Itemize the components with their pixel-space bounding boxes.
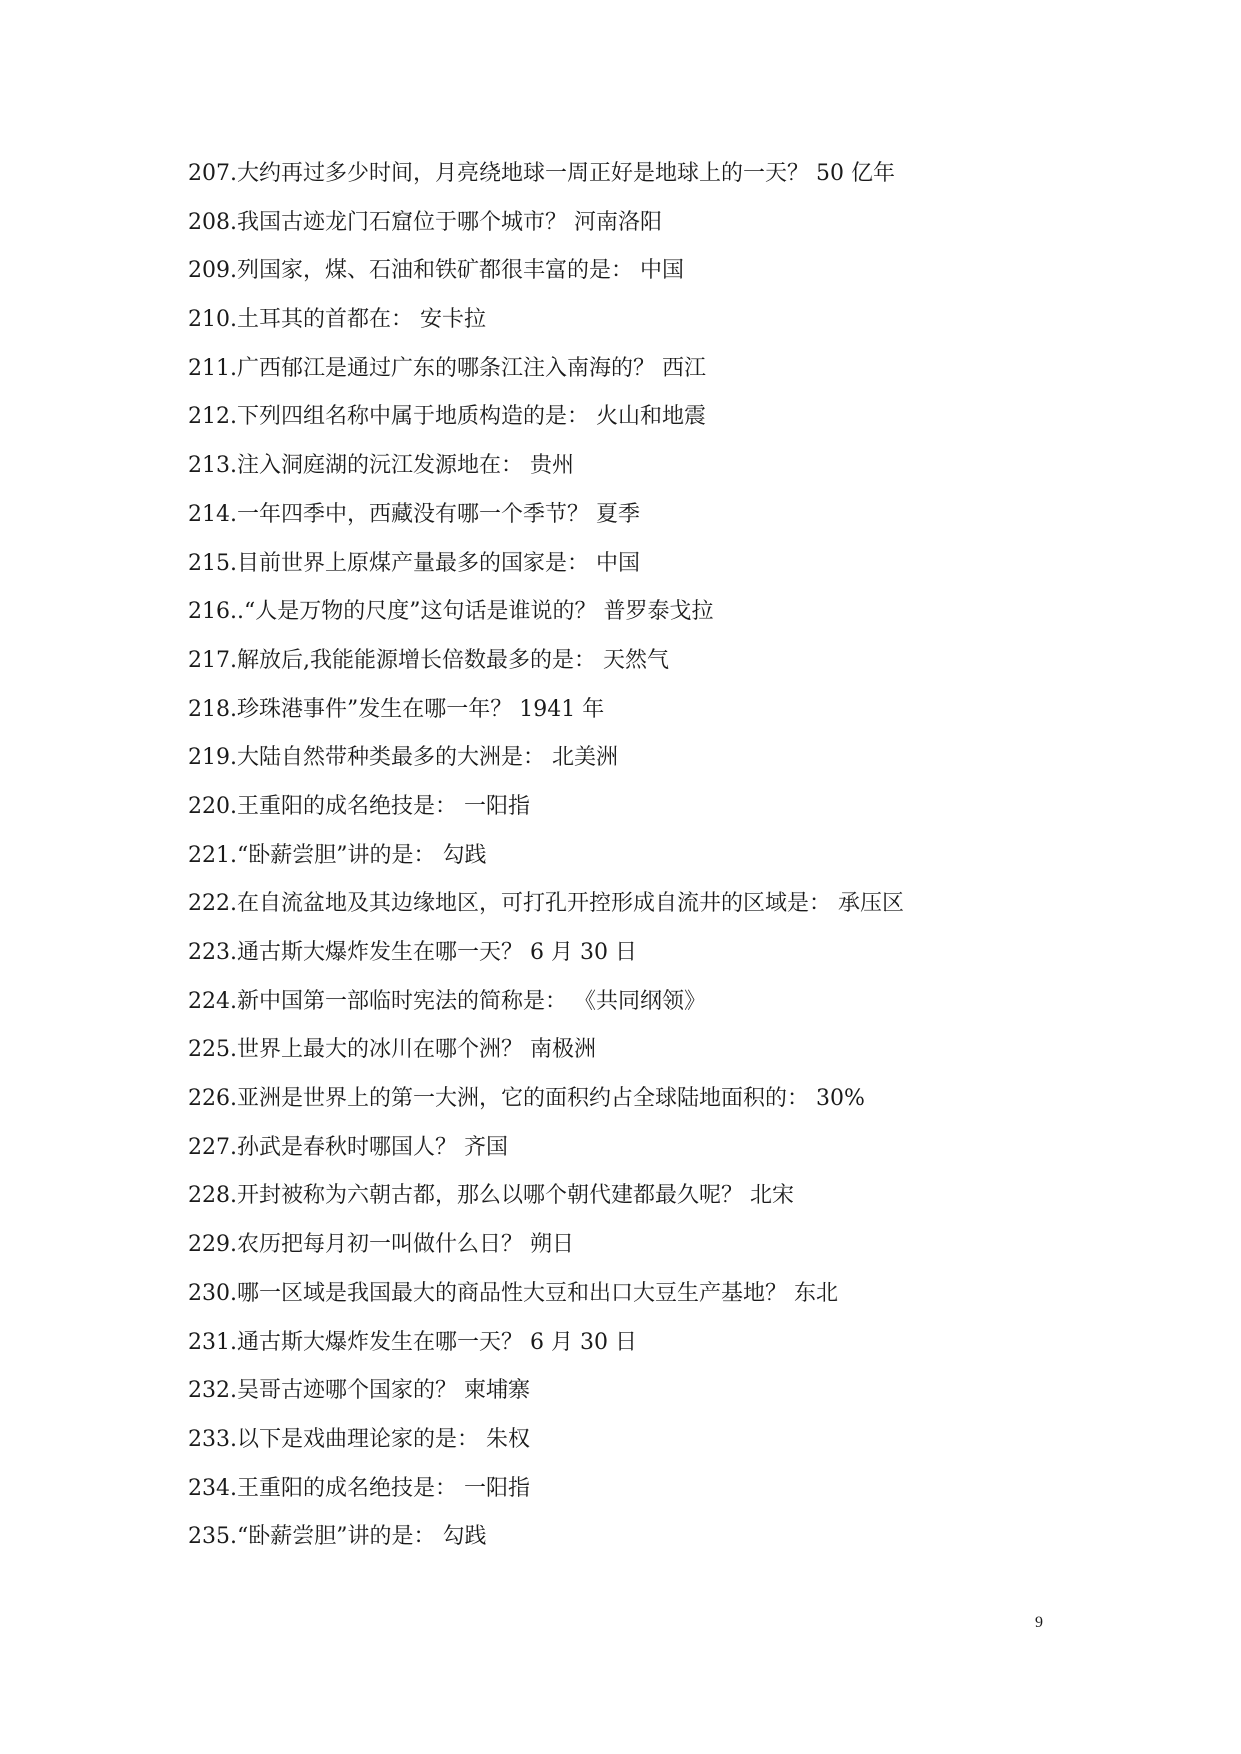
question-line: 213.注入洞庭湖的沅江发源地在： 贵州 bbox=[188, 453, 574, 479]
question-line: 212.下列四组名称中属于地质构造的是： 火山和地震 bbox=[188, 404, 706, 430]
page-number: 9 bbox=[1035, 1614, 1043, 1631]
question-line: 217.解放后,我能能源增长倍数最多的是： 天然气 bbox=[188, 647, 669, 673]
question-line: 223.通古斯大爆炸发生在哪一天？ 6 月 30 日 bbox=[188, 940, 637, 965]
question-line: 232.吴哥古迹哪个国家的？ 柬埔寨 bbox=[188, 1378, 530, 1404]
question-line: 226.亚洲是世界上的第一大洲，它的面积约占全球陆地面积的： 30% bbox=[188, 1086, 865, 1112]
question-line: 233.以下是戏曲理论家的是： 朱权 bbox=[188, 1426, 530, 1452]
question-line: 219.大陆自然带种类最多的大洲是： 北美洲 bbox=[188, 745, 618, 771]
question-line: 208.我国古迹龙门石窟位于哪个城市？ 河南洛阳 bbox=[188, 209, 662, 235]
question-line: 229.农历把每月初一叫做什么日？ 朔日 bbox=[188, 1232, 574, 1258]
question-line: 228.开封被称为六朝古都，那么以哪个朝代建都最久呢？ 北宋 bbox=[188, 1183, 794, 1209]
question-line: 224.新中国第一部临时宪法的简称是： 《共同纲领》 bbox=[188, 988, 706, 1014]
question-list bbox=[188, 160, 1068, 1572]
question-line: 234.王重阳的成名绝技是： 一阳指 bbox=[188, 1475, 530, 1501]
question-line: 218.珍珠港事件”发生在哪一年？ 1941 年 bbox=[188, 696, 605, 722]
question-line: 227.孙武是春秋时哪国人？ 齐国 bbox=[188, 1134, 508, 1160]
question-line: 225.世界上最大的冰川在哪个洲？ 南极洲 bbox=[188, 1037, 596, 1063]
question-line: 207.大约再过多少时间，月亮绕地球一周正好是地球上的一天？ 50 亿年 bbox=[188, 161, 895, 186]
question-line: 214.一年四季中，西藏没有哪一个季节？ 夏季 bbox=[188, 501, 640, 527]
question-line: 221.“卧薪尝胆”讲的是： 勾践 bbox=[188, 842, 487, 868]
question-line: 230.哪一区域是我国最大的商品性大豆和出口大豆生产基地？ 东北 bbox=[188, 1280, 838, 1306]
question-line: 211.广西郁江是通过广东的哪条江注入南海的？ 西江 bbox=[188, 355, 706, 381]
question-line: 216..“人是万物的尺度”这句话是谁说的？ 普罗泰戈拉 bbox=[188, 599, 714, 625]
question-line: 220.王重阳的成名绝技是： 一阳指 bbox=[188, 793, 530, 819]
question-line: 209.列国家，煤、石油和铁矿都很丰富的是： 中国 bbox=[188, 258, 684, 284]
question-line: 210.土耳其的首都在： 安卡拉 bbox=[188, 307, 486, 333]
question-line: 222.在自流盆地及其边缘地区，可打孔开控形成自流井的区域是： 承压区 bbox=[188, 891, 904, 917]
question-line: 215.目前世界上原煤产量最多的国家是： 中国 bbox=[188, 550, 640, 576]
question-line: 235.“卧薪尝胆”讲的是： 勾践 bbox=[188, 1524, 487, 1550]
question-line: 231.通古斯大爆炸发生在哪一天？ 6 月 30 日 bbox=[188, 1329, 637, 1355]
